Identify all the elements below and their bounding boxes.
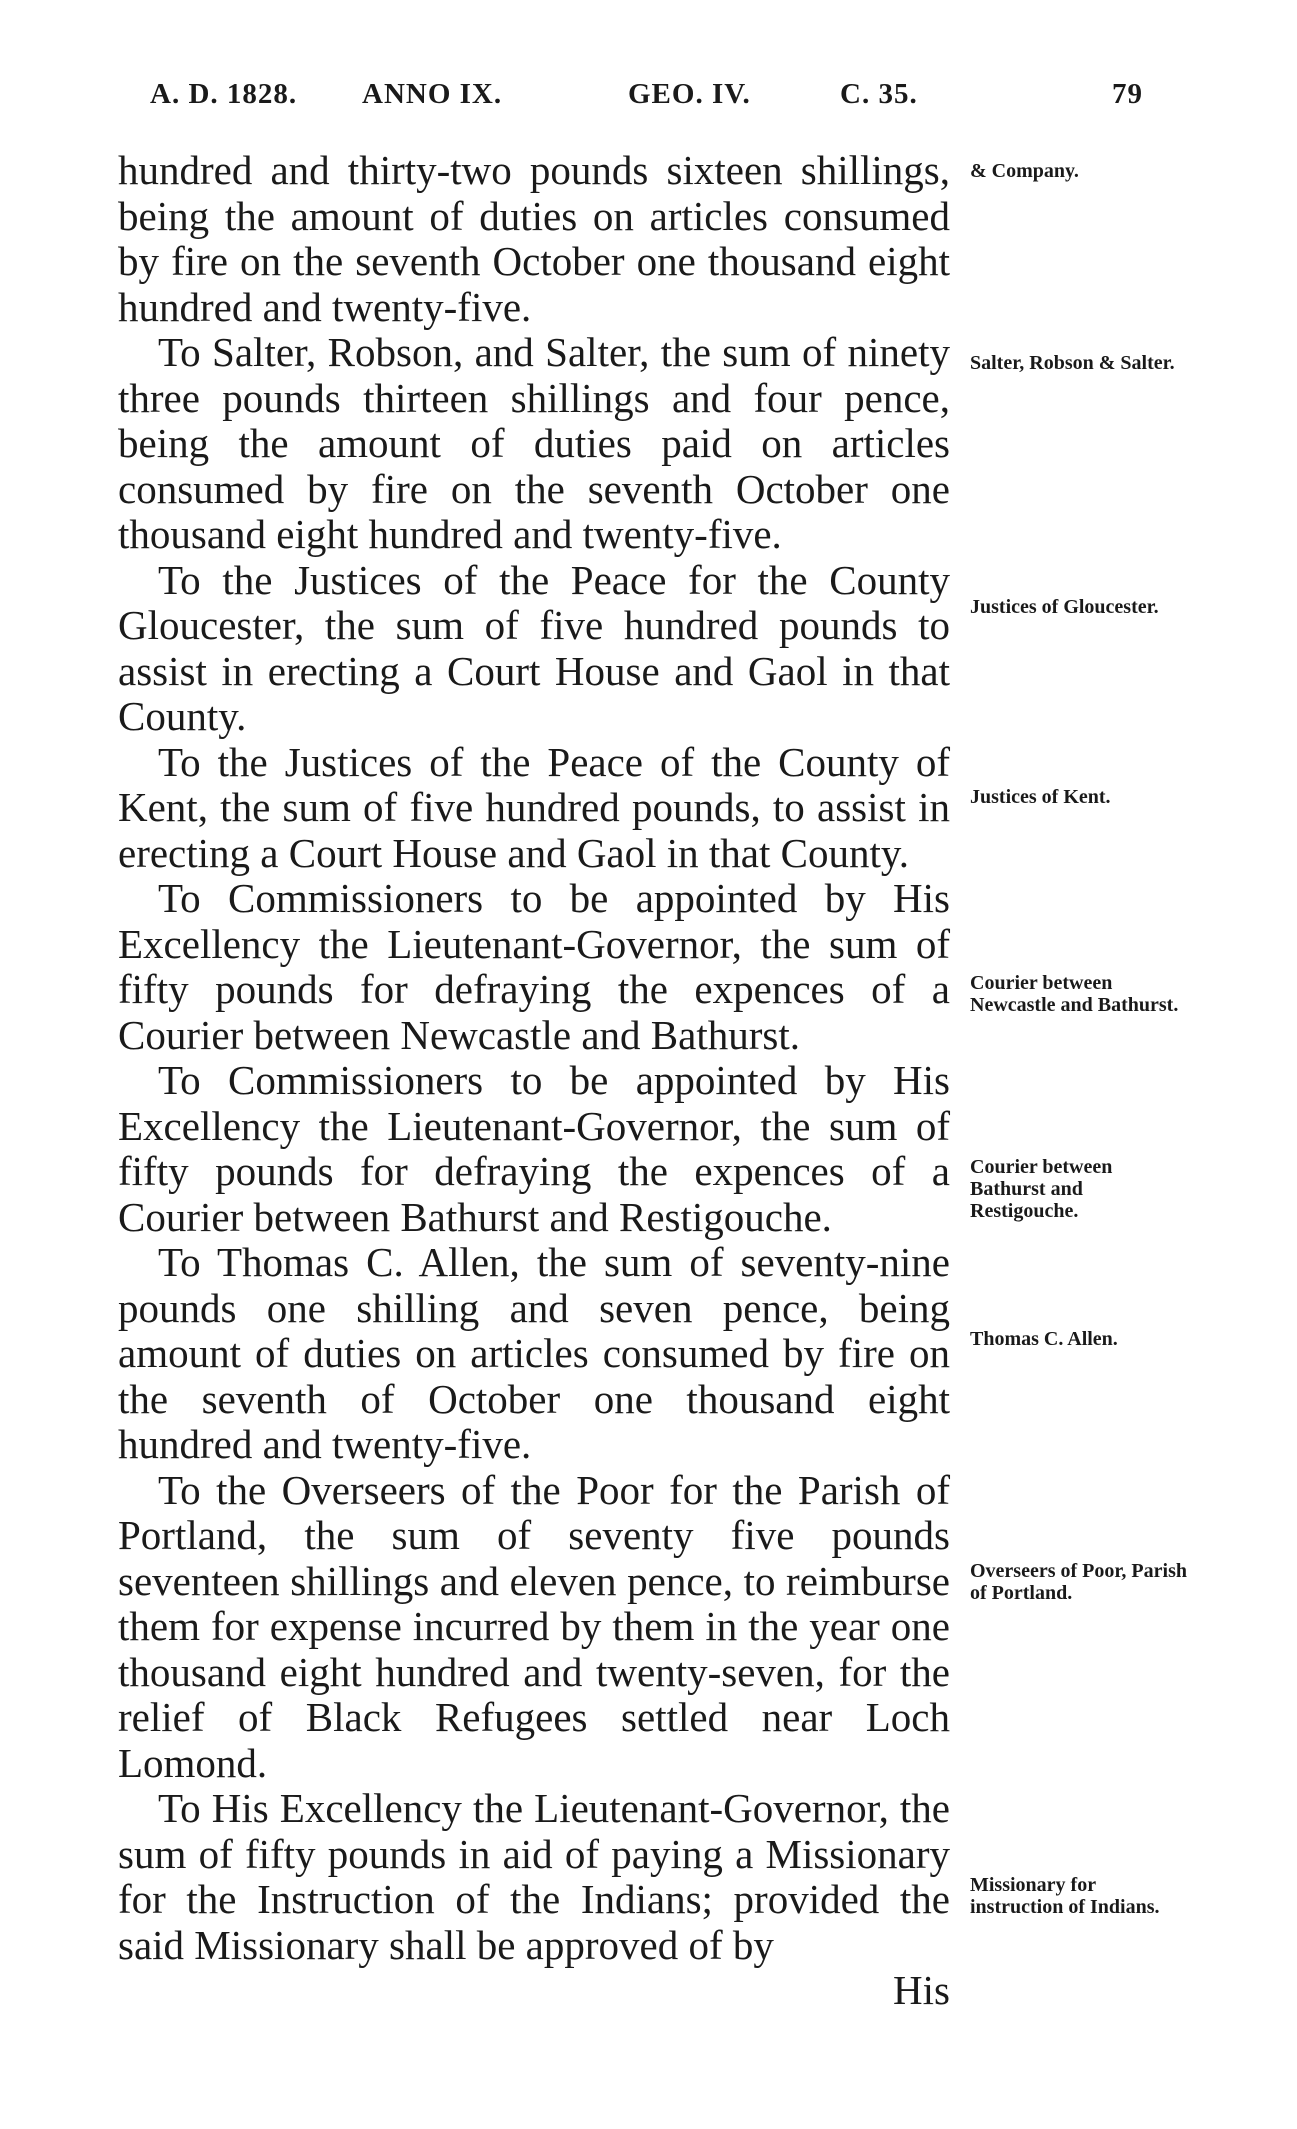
margin-note-courier-restigouche: Courier between Bathurst and Restigouche. [970, 1156, 1113, 1222]
paragraph-thomas-allen: To Thomas C. Allen, the sum of seventy-nine pounds one shilling and seven pence, being amount of duties on articles consumed by fire on the seventh of October one thousand eight hundred and twenty-five. [118, 1239, 950, 1467]
header-anno: ANNO IX. [362, 78, 503, 110]
paragraph-courier-newcastle: To Commissioners to be appointed by His Excellency the Lieutenant-Governor, the sum of fifty pounds for defraying the expences of a Courier between Newcastle and Bathurst. [118, 875, 950, 1058]
page-number: 79 [1112, 78, 1143, 110]
margin-note-gloucester: Justices of Gloucester. [970, 596, 1159, 618]
margin-note-missionary: Missionary for instruction of Indians. [970, 1874, 1160, 1918]
paragraph-justices-gloucester: To the Justices of the Peace for the County Gloucester, the sum of five hundred pounds to assist in erecting a Court House and Gaol in that County. [118, 556, 950, 739]
paragraph-overseers-portland: To the Overseers of the Poor for the Parish of Portland, the sum of seventy five pounds seventeen shillings and eleven pence, to reimburse them for expense incurred by them in the year one thousand eight hundred and twenty-seven, for the relief of Black Refugees settled near Loch Lomond. [118, 1466, 950, 1786]
margin-note-overseers: Overseers of Poor, Parish of Portland. [970, 1560, 1187, 1604]
paragraph-courier-restigouche: To Commissioners to be appointed by His Excellency the Lieutenant-Governor, the sum of fifty pounds for defraying the expences of a Courier between Bathurst and Restigouche. [118, 1057, 950, 1240]
margin-note-kent: Justices of Kent. [970, 786, 1111, 808]
header-reign: GEO. IV. [628, 78, 751, 110]
catchword: His [893, 1967, 950, 2013]
margin-note-company: & Company. [970, 160, 1079, 182]
running-header [0, 78, 1297, 118]
header-chapter: C. 35. [840, 78, 918, 110]
paragraph-missionary: To His Excellency the Lieutenant-Governor, the sum of fifty pounds in aid of paying a Missionary for the Instruction of the Indians; provided the said Missionary shall be approved of by [118, 1785, 950, 1968]
body-text [118, 148, 950, 2014]
margin-note-salter: Salter, Robson & Salter. [970, 352, 1175, 374]
paragraph-continuation: hundred and thirty-two pounds sixteen shillings, being the amount of duties on articles consumed by fire on the seventh October one thousand eight hundred and twenty-five. [118, 147, 950, 330]
margin-note-thomas-allen: Thomas C. Allen. [970, 1328, 1118, 1350]
header-date: A. D. 1828. [150, 78, 298, 110]
paragraph-salter-robson: To Salter, Robson, and Salter, the sum of ninety three pounds thirteen shillings and four pence, being the amount of duties paid on articles consumed by fire on the seventh October one thousand eight hundred and twenty-five. [118, 329, 950, 557]
paragraph-justices-kent: To the Justices of the Peace of the County of Kent, the sum of five hundred pounds, to assist in erecting a Court House and Gaol in that County. [118, 738, 950, 876]
margin-note-courier-newcastle: Courier between Newcastle and Bathurst. [970, 972, 1179, 1016]
